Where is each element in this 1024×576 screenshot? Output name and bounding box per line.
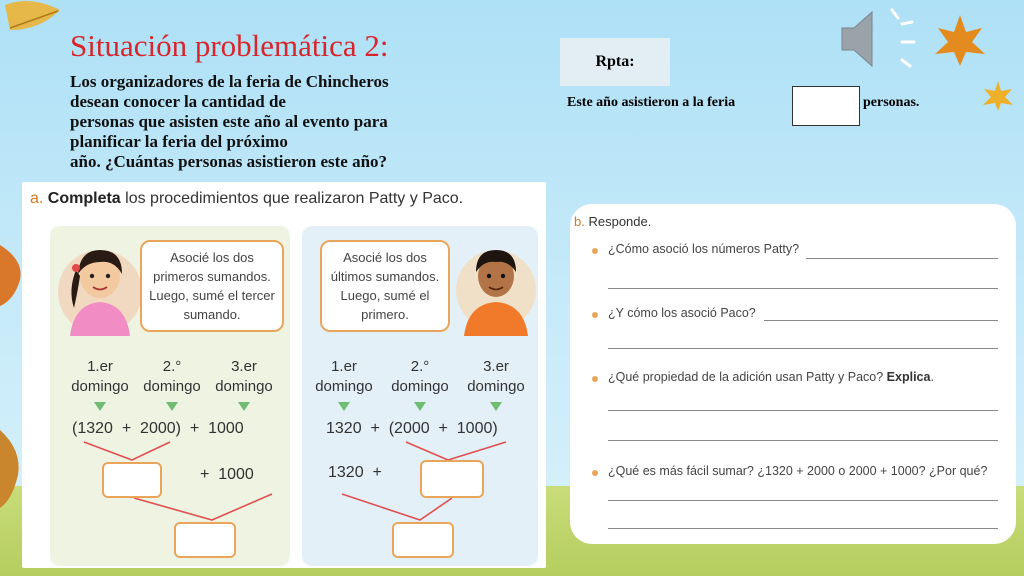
- connector-lines: [22, 182, 546, 568]
- question-text: ¿Qué propiedad de la adición usan Patty y Paco?: [608, 370, 884, 384]
- panel-a-bold: Completa: [47, 190, 121, 207]
- answer-box[interactable]: [420, 460, 484, 498]
- paco-expression-step2: 1320 +: [328, 464, 382, 481]
- explica-label: Explica: [886, 370, 931, 384]
- domingo-label: domingo: [215, 378, 273, 395]
- domingo-label: domingo: [71, 378, 129, 395]
- answer-line[interactable]: [608, 440, 998, 441]
- speech-line: últimos sumandos.: [330, 269, 440, 284]
- speech-line: primeros sumandos.: [153, 269, 271, 284]
- leaf-icon: [980, 78, 1016, 114]
- patty-expression: (1320 + 2000) + 1000: [72, 420, 244, 437]
- domingo-label: domingo: [391, 378, 449, 395]
- rpta-label: Rpta:: [560, 38, 670, 86]
- ordinal-label: 2.°: [410, 358, 430, 375]
- speech-line: Luego, sumé el: [340, 288, 430, 303]
- answer-line[interactable]: [806, 258, 998, 259]
- answer-box[interactable]: [102, 462, 162, 498]
- patty-expression-step2: + 1000: [200, 466, 254, 483]
- bullet-icon: [592, 376, 598, 382]
- panel-questions: [570, 204, 1016, 544]
- bullet-icon: [592, 248, 598, 254]
- ordinal-label: 1.er: [331, 358, 357, 375]
- ordinal-label: 1.er: [87, 358, 113, 375]
- speech-line: primero.: [361, 307, 409, 322]
- bullet-icon: [592, 470, 598, 476]
- answer-line[interactable]: [608, 528, 998, 529]
- question: [608, 370, 934, 384]
- problem-line: planificar la feria del próximo: [70, 132, 288, 151]
- speech-line: Luego, sumé el tercer: [149, 288, 275, 303]
- question: ¿Y cómo los asoció Paco?: [608, 306, 756, 320]
- question-dot: .: [930, 370, 934, 384]
- bullet-icon: [592, 312, 598, 318]
- answer-box[interactable]: [174, 522, 236, 558]
- leaf-icon: [930, 10, 990, 70]
- ordinal-label: 2.°: [162, 358, 182, 375]
- page-title: Situación problemática 2:: [70, 28, 389, 63]
- answer-prefix: Este año asistieron a la feria: [567, 95, 736, 110]
- speech-line: sumando.: [183, 307, 241, 322]
- speaker-icon[interactable]: [838, 4, 918, 74]
- speech-line: Asocié los dos: [343, 250, 427, 265]
- ordinal-label: 3.er: [231, 358, 257, 375]
- domingo-label: domingo: [143, 378, 201, 395]
- speech-line: Asocié los dos: [170, 250, 254, 265]
- problem-statement: [70, 72, 500, 172]
- problem-line: desean conocer la cantidad de: [70, 92, 286, 111]
- answer-line[interactable]: [608, 288, 998, 289]
- panel-b-letter: b.: [574, 214, 585, 229]
- question: ¿Qué es más fácil sumar? ¿1320 + 2000 o 2000 + 1000? ¿Por qué?: [608, 464, 988, 478]
- panel-b-dot: .: [647, 214, 652, 229]
- panel-procedures: [22, 182, 546, 568]
- answer-line[interactable]: [764, 320, 998, 321]
- domingo-label: domingo: [315, 378, 373, 395]
- leaf-icon: [0, 430, 22, 510]
- answer-box[interactable]: [392, 522, 454, 558]
- question: ¿Cómo asoció los números Patty?: [608, 242, 800, 256]
- leaf-icon: [0, 0, 70, 40]
- answer-line[interactable]: [608, 348, 998, 349]
- ordinal-label: 3.er: [483, 358, 509, 375]
- problem-line: personas que asisten este año al evento para: [70, 112, 388, 131]
- panel-b-heading: [574, 214, 651, 229]
- answer-line[interactable]: [608, 410, 998, 411]
- problem-line: Los organizadores de la feria de Chincheros: [70, 72, 389, 91]
- answer-input[interactable]: [792, 86, 860, 126]
- leaf-icon: [0, 240, 24, 310]
- panel-a-letter: a.: [30, 190, 44, 207]
- problem-line: año. ¿Cuántas personas asistieron este año?: [70, 152, 388, 171]
- answer-line[interactable]: [608, 500, 998, 501]
- paco-expression: 1320 + (2000 + 1000): [326, 420, 498, 437]
- domingo-label: domingo: [467, 378, 525, 395]
- panel-a-rest: los procedimientos que realizaron Patty y Paco.: [120, 190, 464, 207]
- panel-b-title: Responde: [588, 214, 648, 229]
- answer-suffix: personas.: [863, 95, 920, 110]
